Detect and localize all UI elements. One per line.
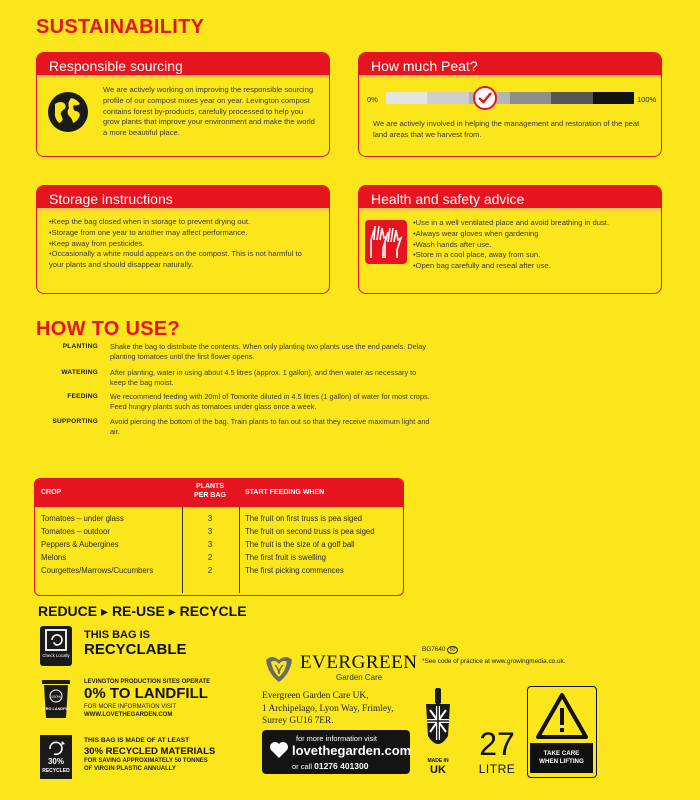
- chevron-right-icon: ▸: [168, 603, 176, 619]
- recyclable-line2: RECYCLABLE: [84, 640, 187, 658]
- recycled-text: [84, 737, 215, 773]
- evergreen-leaf-icon: [262, 650, 296, 684]
- cell-crop: Tomatoes – under glass: [41, 514, 124, 523]
- made-in-country: UK: [430, 764, 446, 776]
- warning-line2: WHEN LIFTING: [539, 757, 584, 765]
- address-line: Evergreen Garden Care UK,: [262, 691, 369, 701]
- cell-plants: 3: [207, 540, 213, 549]
- row-label: PLANTING: [62, 343, 98, 350]
- how-to-use-title: HOW TO USE?: [36, 318, 181, 340]
- responsible-sourcing-text: We are actively working on improving the responsible sourcing profile of our compost mixes year on year. Levington compost contains forest by-products, carefully processed to help you grow plants that improve your environment and make the world a more beautiful place.: [103, 85, 315, 138]
- cell-feed: The first picking commences: [245, 566, 344, 575]
- table-row: [35, 540, 403, 553]
- cell-plants: 2: [207, 566, 213, 575]
- responsible-sourcing-header: Responsible sourcing: [37, 53, 329, 78]
- list-item: • Wash hands after use.: [413, 240, 659, 251]
- peat-text: We are actively involved in helping the management and restoration of the peat land areas that we harvest from.: [373, 119, 640, 139]
- how-to-use-row: [36, 417, 430, 439]
- cell-crop: Melons: [41, 553, 67, 562]
- how-to-use-row: [36, 342, 426, 364]
- table-row: [35, 527, 403, 540]
- landfill-icon-pct: 100%: [50, 694, 62, 699]
- recyclable-text: [84, 630, 187, 657]
- promo-call-label: or call: [292, 762, 313, 771]
- header-plants-line1: PLANTS: [196, 483, 224, 490]
- table-row: [35, 514, 403, 527]
- crop-table: [34, 478, 404, 596]
- responsible-sourcing-card: [36, 52, 330, 157]
- storage-header: Storage instructions: [37, 186, 329, 211]
- recycled-pre: THIS BAG IS MADE OF AT LEAST: [84, 737, 190, 744]
- list-item: • Keep the bag closed when in storage to prevent drying out.: [49, 217, 317, 228]
- cell-feed: The fruit on second truss is pea siged: [245, 527, 375, 536]
- row-label: FEEDING: [67, 393, 98, 400]
- product-code-text: BG7640: [422, 646, 446, 653]
- recycled-sub1: FOR SAVING APPROXIMATELY 50 TONNES: [84, 758, 208, 765]
- health-card: [358, 185, 662, 294]
- row-text: Avoid piercing the bottom of the bag. Train plants to fan out so that they receive maximum light and air.: [110, 417, 430, 437]
- list-item: • Storage from one year to another may affect performance.: [49, 228, 317, 239]
- recycled-icon-label: RECYCLED: [42, 768, 70, 774]
- lovethegarden-promo: [262, 730, 410, 774]
- peat-level-marker: [473, 86, 497, 110]
- recyclable-line1: THIS BAG IS: [84, 629, 151, 641]
- brand-name: EVERGREEN: [300, 652, 418, 673]
- health-header: Health and safety advice: [359, 186, 661, 211]
- heart-icon: [269, 741, 289, 759]
- row-label: WATERING: [61, 369, 98, 376]
- header-feed: START FEEDING WHEN: [245, 489, 325, 496]
- product-code: [422, 646, 458, 654]
- lifting-warning: [527, 686, 597, 778]
- cell-feed: The fruit is the size of a golf ball: [245, 540, 355, 549]
- promo-phone: 01276 401300: [314, 761, 369, 771]
- promo-site: lovethegarden.com: [292, 743, 412, 758]
- landfill-big: 0% TO LANDFILL: [84, 685, 208, 703]
- row-label: SUPPORTING: [52, 418, 98, 425]
- recycle-title-reuse: RE-USE: [111, 603, 165, 619]
- list-item: • Keep away from pesticides.: [49, 239, 317, 250]
- storage-card: [36, 185, 330, 294]
- peat-card: [358, 52, 662, 157]
- landfill-text: [84, 678, 210, 719]
- address-line: Surrey GU16 7ER.: [262, 716, 334, 727]
- how-to-use-row: [36, 368, 416, 390]
- peat-scale: [386, 92, 634, 104]
- product-code-badge: 50: [447, 646, 458, 654]
- brand-address: [262, 690, 393, 728]
- chevron-right-icon: ▸: [101, 603, 109, 619]
- landfill-bin-icon: [40, 678, 72, 720]
- list-item: • Use in a well ventilated place and avoid breathing in dust.: [413, 218, 659, 229]
- warning-label: [530, 743, 593, 773]
- cell-plants: 2: [207, 553, 213, 562]
- row-text: Shake the bag to distribute the contents. When only planting two plants use the end panels. Delay planting tomatoes until the first flower opens.: [110, 342, 426, 362]
- list-item: • Store in a cool place, away from sun.: [413, 250, 659, 261]
- row-text: After planting, water in using about 4.5 litres (approx. 1 gallon), and then water as necessary to keep the bag moist.: [110, 368, 417, 388]
- cell-plants: 3: [207, 527, 213, 536]
- recycled-big: 30% RECYCLED MATERIALS: [84, 745, 216, 757]
- header-plants-line2: PER BAG: [194, 491, 226, 499]
- recycle-title-reduce: REDUCE: [38, 603, 98, 619]
- recycle-title: [38, 603, 247, 620]
- header-crop: CROP: [41, 489, 62, 496]
- recycle-icon: [40, 626, 72, 666]
- address-line: 1 Archipelago, Lyon Way, Frimley,: [262, 703, 394, 714]
- landfill-icon-label: ZERO LANDFILL: [40, 707, 72, 711]
- table-row: [35, 566, 403, 579]
- volume-unit: LITRE: [478, 762, 516, 776]
- recycled-icon-pct: 30%: [47, 757, 64, 766]
- row-text: We recommend feeding with 20ml of Tomorite diluted in 4.5 litres (1 gallon) of water for most crops. Feed hungry plants such as tomatoes under glass once a week.: [110, 392, 430, 412]
- recycle-title-recycle: RECYCLE: [179, 603, 247, 619]
- promo-call: [292, 761, 368, 771]
- recycled-sub2: OF VIRGIN PLASTIC ANNUALLY: [84, 766, 176, 773]
- peat-header: How much Peat?: [359, 53, 661, 78]
- gloves-icon: [365, 220, 407, 269]
- globe-icon: [45, 89, 91, 140]
- landfill-info1: FOR MORE INFORMATION VISIT: [84, 703, 177, 710]
- made-in-label: MADE IN: [427, 758, 449, 764]
- peat-max-label: 100%: [637, 95, 657, 104]
- list-item: • Always wear gloves when gardening: [413, 229, 659, 240]
- landfill-pre: LEVINGTON PRODUCTION SITES OPERATE: [84, 679, 211, 685]
- warning-triangle-icon: [535, 692, 589, 740]
- volume-number: 27: [479, 726, 515, 762]
- union-jack-trowel-icon: [424, 688, 452, 754]
- sustainability-title: SUSTAINABILITY: [36, 16, 205, 38]
- made-in-uk: [418, 758, 458, 776]
- warning-line1: TAKE CARE: [543, 750, 580, 757]
- cell-feed: The fruit on first truss is pea siged: [245, 514, 363, 523]
- code-note: *See code of practice at www.growingmedia.co.uk.: [422, 658, 566, 665]
- check-locally-label: Check Locally: [42, 653, 70, 658]
- cell-feed: The first fruit is swelling: [245, 553, 327, 562]
- promo-top: for more information visit: [296, 734, 377, 743]
- list-item: • Occasionally a white mould appears on the compost. This is not harmful to your plants and should disappear naturally.: [49, 249, 317, 271]
- cell-crop: Peppers & Aubergines: [41, 540, 119, 549]
- how-to-use-row: [36, 392, 430, 414]
- cell-plants: 3: [207, 514, 213, 523]
- cell-crop: Tomatoes – outdoor: [41, 527, 110, 536]
- cell-crop: Courgettes/Marrows/Cucumbers: [41, 566, 154, 575]
- list-item: • Open bag carefully and reseal after use.: [413, 261, 659, 272]
- crop-table-header: [35, 479, 403, 507]
- peat-min-label: 0%: [367, 95, 378, 104]
- header-plants: [185, 483, 235, 501]
- storage-list: [49, 217, 317, 271]
- brand-sub: Garden Care: [336, 673, 383, 682]
- landfill-info2: WWW.LOVETHEGARDEN.COM: [84, 711, 173, 718]
- health-list: [413, 218, 659, 272]
- recycled-bag-icon: [40, 735, 72, 779]
- table-row: [35, 553, 403, 566]
